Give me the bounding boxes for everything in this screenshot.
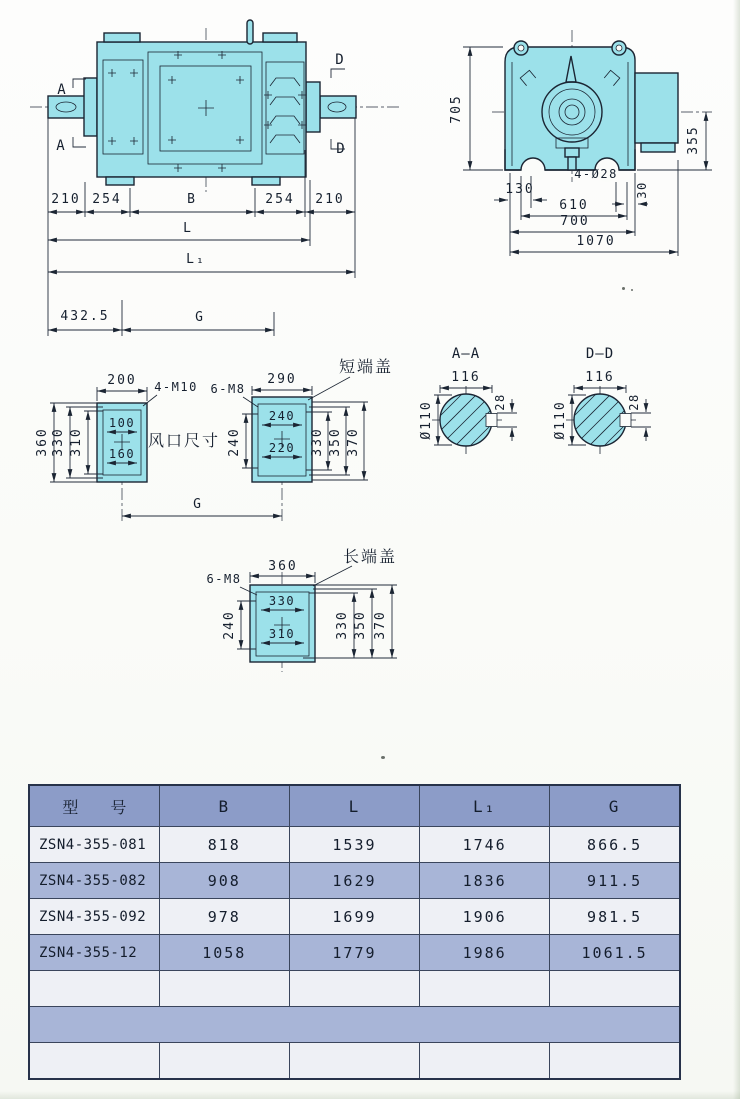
keyway <box>620 414 631 427</box>
dim-label: 30 <box>635 181 649 199</box>
dim-label: 220 <box>268 441 296 455</box>
g-cell: 1061.5 <box>550 935 680 971</box>
thermometer-rod <box>247 20 253 44</box>
section-marker-a-bottom: A <box>56 138 66 154</box>
scan-speck <box>381 756 385 759</box>
b-cell: 908 <box>159 863 289 899</box>
dim-label: 432.5 <box>60 309 110 324</box>
model-cell: ZSN4-355-12 <box>29 935 159 971</box>
dim-label: L <box>183 221 193 236</box>
dim-label: 290 <box>267 372 297 387</box>
l-cell: 1779 <box>289 935 419 971</box>
motor-end-view <box>449 30 712 256</box>
dim-label: 350 <box>353 610 368 640</box>
section-bracket <box>331 69 345 78</box>
dim-label: 100 <box>108 416 136 430</box>
dim-label: 210 <box>315 192 345 207</box>
dim-label: 240 <box>222 610 237 640</box>
col-header-g: G <box>550 785 680 827</box>
col-header-l: L <box>289 785 419 827</box>
l-cell: 1629 <box>289 863 419 899</box>
dim-label: 116 <box>585 370 615 385</box>
dim-label: Ø110 <box>553 400 568 440</box>
model-cell: ZSN4-355-082 <box>29 863 159 899</box>
g-cell: 911.5 <box>550 863 680 899</box>
dim-label: Ø110 <box>419 400 434 440</box>
bolt-spec-label: 4-M10 <box>154 380 198 394</box>
b-cell: 1058 <box>159 935 289 971</box>
table-row <box>29 863 680 899</box>
section-marker-a-top: A <box>57 82 67 98</box>
section-a-a <box>419 346 517 454</box>
dim-label: 254 <box>92 192 122 207</box>
dim-label: 310 <box>69 427 84 457</box>
bolt-spec-label: 6-M8 <box>206 572 242 586</box>
col-header-b: B <box>159 785 289 827</box>
g-cell: 981.5 <box>550 899 680 935</box>
dim-label: 360 <box>35 427 50 457</box>
extension-lines <box>463 47 503 170</box>
dim-label: 130 <box>505 182 535 197</box>
dim-label: 360 <box>268 559 298 574</box>
b-cell: 818 <box>159 827 289 863</box>
leader-line <box>143 395 157 406</box>
dim-label: 330 <box>335 610 350 640</box>
dim-label: B <box>187 192 197 207</box>
g-cell: 866.5 <box>550 827 680 863</box>
dim-label: L₁ <box>186 252 206 267</box>
table-row-empty <box>29 971 680 1007</box>
dim-label: 370 <box>373 610 388 640</box>
dim-label: 210 <box>51 192 81 207</box>
table-row <box>29 899 680 935</box>
keyway <box>486 414 497 427</box>
extension-lines <box>252 386 312 395</box>
table-row-empty <box>29 1007 680 1043</box>
long-end-cover-detail <box>207 547 397 672</box>
top-tab-left <box>104 33 140 42</box>
table-row <box>29 827 680 863</box>
dim-label: 4-Ø28 <box>574 167 618 181</box>
l1-cell: 1906 <box>420 899 550 935</box>
section-title: A—A <box>451 346 481 362</box>
motor-side-view <box>30 20 400 336</box>
model-cell: ZSN4-355-092 <box>29 899 159 935</box>
scan-speck <box>631 289 633 291</box>
dim-label: 28 <box>493 393 507 411</box>
dim-label: 350 <box>328 427 343 457</box>
model-cell: ZSN4-355-081 <box>29 827 159 863</box>
dim-label: 160 <box>108 447 136 461</box>
scan-speck <box>622 287 625 290</box>
l1-cell: 1746 <box>420 827 550 863</box>
section-marker-d-bottom: D <box>336 141 346 157</box>
terminal-box-step <box>641 143 675 152</box>
terminal-box <box>635 73 678 143</box>
bottom-cover-right <box>252 177 280 185</box>
right-bearing-cap <box>306 82 320 132</box>
vent-size-label: 风口尺寸 <box>147 431 221 450</box>
dim-label: 200 <box>107 373 137 388</box>
dim-label: G <box>193 497 203 512</box>
l1-cell: 1836 <box>420 863 550 899</box>
dim-label: 240 <box>268 409 296 423</box>
bottom-cover-left <box>106 177 134 185</box>
dim-label: 330 <box>51 427 66 457</box>
dim-label: 116 <box>451 370 481 385</box>
dim-label: 610 <box>559 198 589 213</box>
dim-label: 370 <box>346 427 361 457</box>
col-header-l1: L₁ <box>420 785 550 827</box>
dim-label: 254 <box>265 192 295 207</box>
short-end-cover-label: 短端盖 <box>338 357 394 376</box>
lifting-eye-hole <box>616 45 622 51</box>
l1-cell: 1986 <box>420 935 550 971</box>
dim-label: 705 <box>449 94 464 124</box>
table-row <box>29 935 680 971</box>
left-bearing-cap <box>84 78 97 136</box>
section-bracket <box>73 137 86 147</box>
dim-label: 240 <box>227 427 242 457</box>
lifting-eye-hole <box>518 45 524 51</box>
dim-label: G <box>195 310 205 325</box>
long-end-cover-label: 长端盖 <box>342 547 398 566</box>
section-title: D—D <box>585 346 615 362</box>
col-header-model: 型 号 <box>29 785 159 827</box>
top-tab-right <box>263 33 297 42</box>
table-row-empty <box>29 1043 680 1080</box>
table-header-row <box>29 785 680 827</box>
dim-label: 1070 <box>576 234 616 249</box>
dim-label: 330 <box>268 594 296 608</box>
bolt-spec-label: 6-M8 <box>210 382 246 396</box>
dim-label: 310 <box>268 627 296 641</box>
l-cell: 1699 <box>289 899 419 935</box>
right-shaft <box>320 96 356 118</box>
section-marker-d-top: D <box>335 52 345 68</box>
dim-label: 355 <box>686 125 701 155</box>
drain-fitting <box>565 148 579 157</box>
dim-label: 330 <box>310 427 325 457</box>
leader-line <box>308 377 350 400</box>
b-cell: 978 <box>159 899 289 935</box>
l-cell: 1539 <box>289 827 419 863</box>
dim-label: 700 <box>560 214 590 229</box>
dim-label: 28 <box>627 393 641 411</box>
spec-table <box>28 784 681 1080</box>
extension-lines <box>97 387 147 401</box>
leader-line <box>313 566 352 586</box>
section-d-d <box>553 346 651 454</box>
left-shaft <box>48 96 86 118</box>
